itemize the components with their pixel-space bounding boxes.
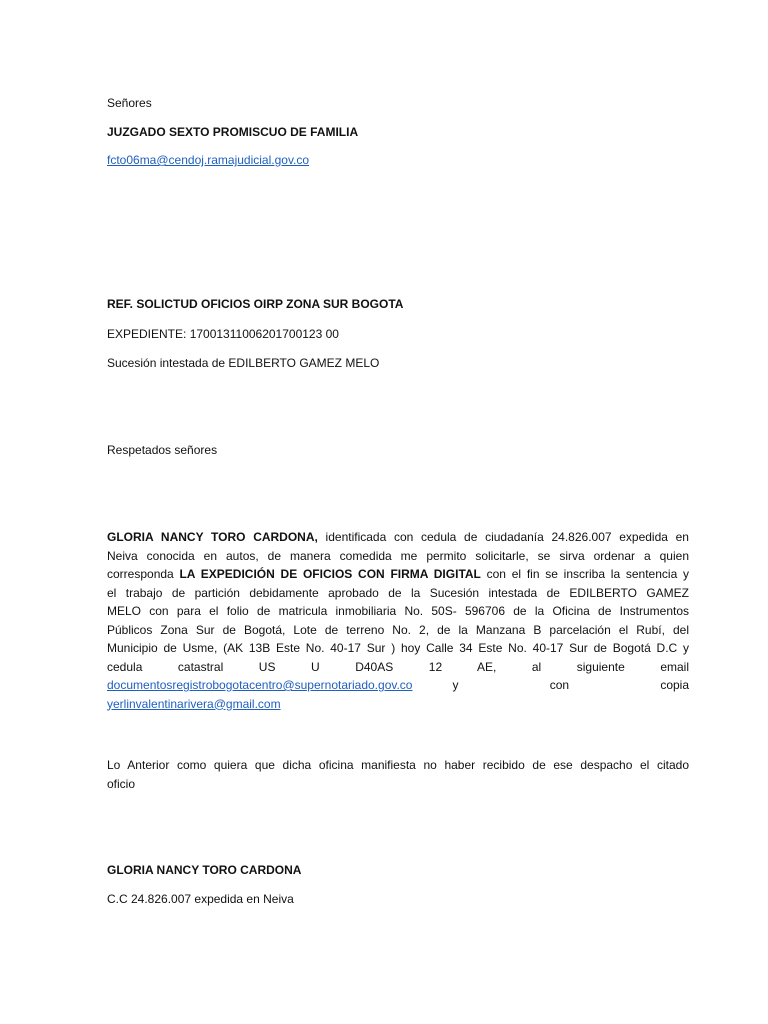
body-line-8: cedula catastral US U D40AS 12 AE, al siguiente email — [107, 659, 689, 674]
body-line-6: Públicos Zona Sur de Bogotá, Lote de terreno No. 2, de la Manzana B parcelación el Rubí, del — [107, 622, 689, 637]
body-line-1 — [107, 528, 689, 547]
registry-email-link[interactable]: documentosregistrobogotacentro@supernotariado.gov.co — [107, 678, 413, 692]
body-line-7: Municipio de Usme, (AK 13B Este No. 40-17 Sur ) hoy Calle 34 Este No. 40-17 Sur de Bogotá D.C y — [107, 641, 689, 655]
body-line-4: el trabajo de partición debidamente aprobado de la Sucesión intestada de EDILBERTO GAMEZ — [107, 585, 689, 600]
body-line-2: Neiva conocida en autos, de manera comedida me permito solicitarle, se sirva ordenar a quien — [107, 548, 689, 563]
body-line-10 — [107, 695, 689, 714]
copy-email-link[interactable]: yerlinvalentinarivera@gmail.com — [107, 696, 281, 711]
court-name: JUZGADO SEXTO PROMISCUO DE FAMILIA — [107, 125, 359, 139]
closing-paragraph — [107, 756, 689, 794]
body-name-bold: GLORIA NANCY TORO CARDONA, — [107, 530, 318, 544]
body-request-bold: LA EXPEDICIÓN DE OFICIOS CON FIRMA DIGITAL — [179, 567, 481, 581]
body-line-3 — [107, 565, 689, 584]
greeting: Respetados señores — [107, 443, 218, 457]
body-line-1-rest: identificada con cedula de ciudadanía 24.826.007 expedida en — [317, 530, 689, 544]
signature-name: GLORIA NANCY TORO CARDONA — [107, 863, 302, 877]
body-line-9-rest: y con copia — [452, 678, 689, 692]
closing-line-2: oficio — [107, 777, 136, 791]
reference-line: REF. SOLICTUD OFICIOS OIRP ZONA SUR BOGOTA — [107, 297, 404, 311]
body-line-3-post: con el fin se inscriba la sentencia y — [480, 567, 689, 581]
court-email-link[interactable]: fcto06ma@cendoj.ramajudicial.gov.co — [107, 153, 310, 167]
sucesion-line: Sucesión intestada de EDILBERTO GAMEZ MELO — [107, 356, 380, 370]
expediente-line: EXPEDIENTE: 17001311006201700123 00 — [107, 327, 339, 341]
signature-id: C.C 24.826.007 expedida en Neiva — [107, 892, 294, 906]
body-paragraph — [107, 528, 689, 713]
body-line-3-pre: corresponda — [107, 567, 180, 581]
body-line-5: MELO con para el folio de matricula inmobiliaria No. 50S- 596706 de la Oficina de Instrumentos — [107, 604, 689, 618]
body-line-9 — [107, 676, 689, 695]
salutation: Señores — [107, 96, 152, 110]
closing-line-1: Lo Anterior como quiera que dicha oficina manifiesta no haber recibido de ese despacho el citado — [107, 758, 689, 772]
